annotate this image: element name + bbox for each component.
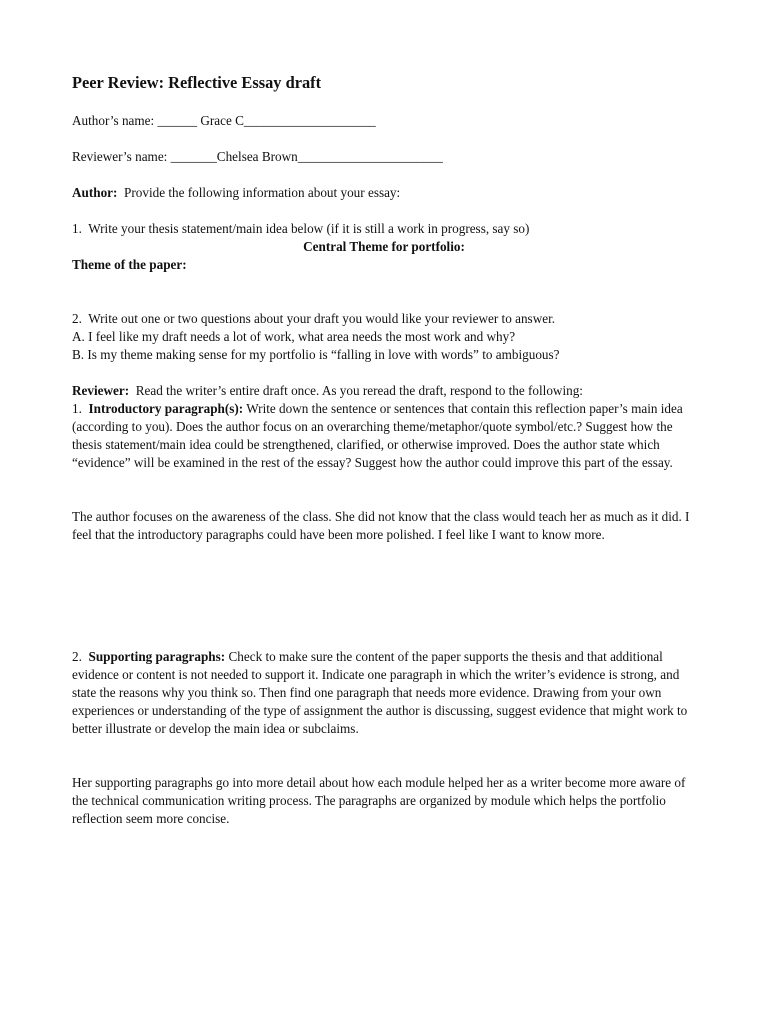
author-heading: Author: xyxy=(72,185,118,200)
question-1: 1. Write your thesis statement/main idea below (if it is still a work in progress, say so) xyxy=(72,221,530,236)
intro-response: The author focuses on the awareness of the class. She did not know that the class would teach her as much as it did. I feel that the introductory paragraphs could have been more polished. I feel like I want to know more. xyxy=(72,509,690,542)
intro-number: 1. xyxy=(72,401,89,416)
support-heading: Supporting paragraphs: xyxy=(88,649,226,664)
reviewer-instruction-line xyxy=(72,382,696,400)
support-number: 2. xyxy=(72,649,89,664)
support-response: Her supporting paragraphs go into more detail about how each module helped her as a writer become more aware of the technical communication writing process. The paragraphs are organized by module which helps the portfolio reflection seem more concise. xyxy=(72,775,686,826)
intro-heading: Introductory paragraph(s): xyxy=(88,401,244,416)
support-text: Check to make sure the content of the paper supports the thesis and that additional evidence or content is not needed to support it. Indicate one paragraph in which the writer’s evidence is strong, and state the reasons why you think so. Then find one paragraph that needs more evidence. Drawing from your own experiences or understanding of the type of assignment the author is discussing, suggest evidence that might work to better illustrate or develop the main idea or subclaims. xyxy=(72,649,688,736)
reviewer-heading: Reviewer: xyxy=(72,383,130,398)
support-prompt xyxy=(72,648,696,738)
intro-prompt xyxy=(72,400,696,472)
author-instruction-line xyxy=(72,184,696,202)
question-2-b: B. Is my theme making sense for my portfolio is “falling in love with words” to ambiguous? xyxy=(72,347,560,362)
reviewer-instruction: Read the writer’s entire draft once. As you reread the draft, respond to the following: xyxy=(129,383,583,398)
question-2: 2. Write out one or two questions about your draft you would like your reviewer to answer. xyxy=(72,311,556,326)
intro-text: Write down the sentence or sentences that contain this reflection paper’s main idea (according to you). Does the author focus on an overarching theme/metaphor/quote symbol/etc.? Suggest how the thesis statement/main idea could be strengthened, clarified, or otherwise improved. Does the author state which “evidence” will be examined in the rest of the essay? Suggest how the author could improve this part of the essay. xyxy=(72,401,683,470)
theme-of-paper-label: Theme of the paper: xyxy=(72,257,187,272)
reviewer-name-line: Reviewer’s name: _______Chelsea Brown______________________ xyxy=(72,149,443,164)
question-2-a: A. I feel like my draft needs a lot of work, what area needs the most work and why? xyxy=(72,329,516,344)
author-name-line: Author’s name: ______ Grace C____________________ xyxy=(72,113,376,128)
document-title: Peer Review: Reflective Essay draft xyxy=(72,73,322,92)
central-theme-label: Central Theme for portfolio: xyxy=(303,239,465,254)
author-instruction: Provide the following information about your essay: xyxy=(117,185,401,200)
document-page xyxy=(72,72,696,828)
